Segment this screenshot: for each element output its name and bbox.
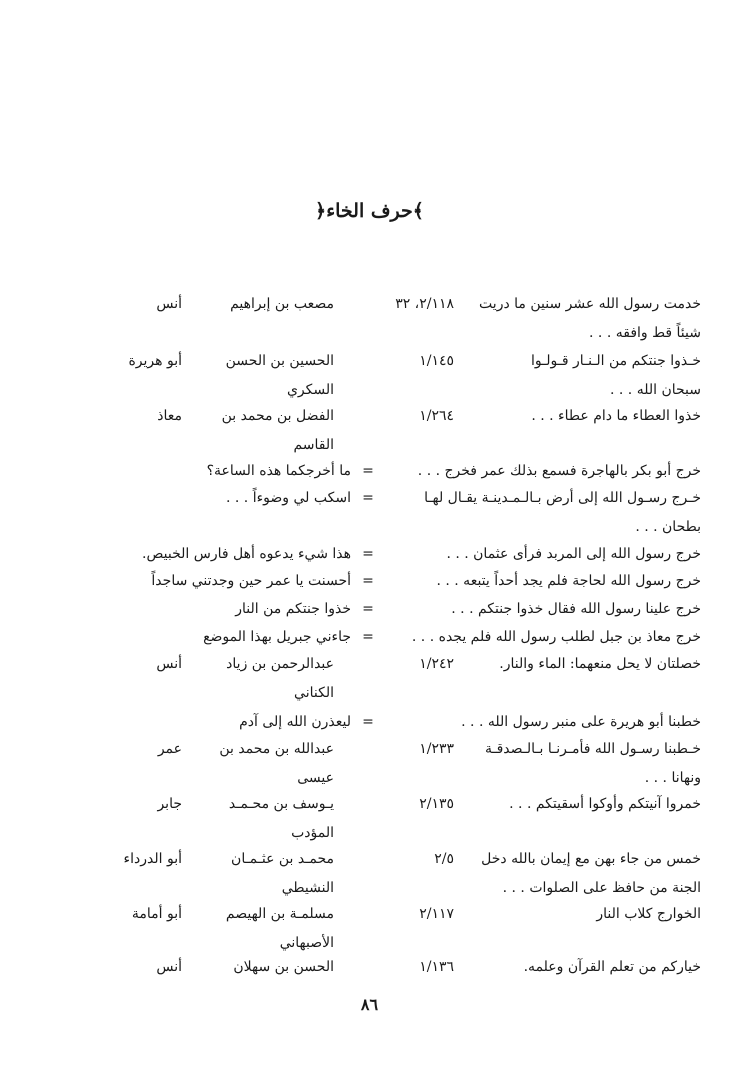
hadith-text xyxy=(418,457,701,486)
cross-reference: اسكب لي وضوءاً . . . xyxy=(226,490,351,506)
hadith-line: خـرج رسـول الله إلى أرض بـالـمـدينـة يقـال لهـا xyxy=(424,490,701,506)
cross-reference: خذوا جنتكم من النار xyxy=(235,601,351,617)
hadith-line-continued: الجنة من حافظ على الصلوات . . . xyxy=(502,880,701,896)
hadith-line: خرج رسول الله إلى المربد فرأى عثمان . . . xyxy=(446,546,701,562)
chain-line-continued: المؤدب xyxy=(291,825,334,841)
narrator: أبو الدرداء xyxy=(123,851,182,867)
chain-transmitter xyxy=(189,735,334,793)
hadith-text xyxy=(479,290,701,348)
chain-transmitter xyxy=(189,402,334,460)
volume-page-ref: ٢/٥ xyxy=(434,851,454,867)
hadith-text xyxy=(436,567,701,596)
narrator: أنس xyxy=(156,296,182,312)
hadith-text xyxy=(451,595,701,624)
narrator: أبو هريرة xyxy=(128,353,182,369)
equals-sign: = xyxy=(362,629,374,645)
hadith-line: خمس من جاء بهن مع إيمان بالله دخل xyxy=(481,851,701,867)
cross-reference: ما أخرجكما هذه الساعة؟ xyxy=(206,463,351,479)
cross-reference: أحسنت يا عمر حين وجدتني ساجداً xyxy=(151,573,351,589)
entry-row xyxy=(0,484,739,544)
volume-page-ref: ١/١٣٦ xyxy=(419,959,454,975)
chain-line-continued: النشيطي xyxy=(281,880,334,896)
hadith-line: خذوا العطاء ما دام عطاء . . . xyxy=(531,408,701,424)
hadith-text xyxy=(485,735,701,793)
chain-line: مسلمـة بن الهيصم xyxy=(225,906,334,922)
hadith-text xyxy=(481,845,701,903)
cross-reference: جاءني جبريل بهذا الموضع xyxy=(203,629,351,645)
chain-line-continued: القاسم xyxy=(293,437,334,453)
chain-line: الفضل بن محمد بن xyxy=(221,408,334,424)
equals-sign: = xyxy=(362,463,374,479)
hadith-text xyxy=(461,708,701,737)
chain-line: الحسين بن الحسن xyxy=(225,353,334,369)
entry-row xyxy=(0,900,739,960)
hadith-text xyxy=(424,484,701,542)
volume-page-ref: ١/١٤٥ xyxy=(419,353,454,369)
page-title: ﴿حرف الخاء﴾ xyxy=(315,200,424,222)
narrator: معاذ xyxy=(157,408,182,424)
chain-transmitter xyxy=(189,790,334,848)
equals-sign: = xyxy=(362,714,374,730)
entry-row xyxy=(0,735,739,795)
chain-line-continued: الكناني xyxy=(294,685,334,701)
hadith-line: خرج علينا رسول الله فقال خذوا جنتكم . . . xyxy=(451,601,701,617)
narrator: أنس xyxy=(156,656,182,672)
narrator: أبو أمامة xyxy=(131,906,182,922)
chain-line-continued: السكري xyxy=(286,382,334,398)
hadith-line: خطبنا أبو هريرة على منبر رسول الله . . . xyxy=(461,714,701,730)
hadith-text xyxy=(412,623,701,652)
chain-transmitter xyxy=(189,900,334,958)
entry-row xyxy=(0,845,739,905)
hadith-line: خمروا آنيتكم وأوكوا أسقيتكم . . . xyxy=(509,796,701,812)
narrator: أنس xyxy=(156,959,182,975)
narrator: جابر xyxy=(157,796,182,812)
narrator: عمر xyxy=(157,741,182,757)
hadith-line: الخوارج كلاب النار xyxy=(596,906,701,922)
cross-reference: هذا شيء يدعوه أهل فارس الخبيص. xyxy=(142,546,351,562)
hadith-line: خدمت رسول الله عشر سنين ما دريت xyxy=(479,296,701,312)
chain-transmitter xyxy=(189,953,334,982)
hadith-text xyxy=(509,790,701,819)
chain-transmitter xyxy=(189,650,334,708)
hadith-line: خرج معاذ بن جبل لطلب رسول الله فلم يجده . . . xyxy=(411,629,701,645)
hadith-text xyxy=(596,900,701,929)
volume-page-ref: ٢/١١٨، ٣٢ xyxy=(395,296,454,312)
hadith-text xyxy=(531,347,701,405)
chain-transmitter xyxy=(189,290,334,319)
hadith-text xyxy=(499,650,701,679)
hadith-line-continued: سبحان الله . . . xyxy=(610,382,701,398)
chain-line-continued: الأصبهاني xyxy=(279,935,334,951)
entry-row xyxy=(0,790,739,850)
entry-row xyxy=(0,290,739,350)
chain-line: عبدالله بن محمد بن xyxy=(219,741,334,757)
volume-page-ref: ١/٢٣٣ xyxy=(419,741,454,757)
hadith-text xyxy=(446,540,701,569)
equals-sign: = xyxy=(362,490,374,506)
chain-line: محمـد بن عثـمـان xyxy=(231,851,334,867)
volume-page-ref: ١/٢٦٤ xyxy=(419,408,454,424)
hadith-line-continued: ونهانا . . . xyxy=(644,770,701,786)
hadith-line-continued: بطحان . . . xyxy=(635,519,701,535)
hadith-line-continued: شيئاً قط وافقه . . . xyxy=(589,325,701,341)
entry-row xyxy=(0,402,739,462)
cross-reference: ليعذرن الله إلى آدم xyxy=(239,714,351,730)
hadith-line: خياركم من تعلم القرآن وعلمه. xyxy=(523,959,701,975)
chain-transmitter xyxy=(189,347,334,405)
entry-row xyxy=(0,347,739,407)
chain-line: يـوسف بن محـمـد xyxy=(228,796,334,812)
volume-page-ref: ١/٢٤٢ xyxy=(419,656,454,672)
chain-line-continued: عيسى xyxy=(297,770,334,786)
volume-page-ref: ٢/١١٧ xyxy=(419,906,454,922)
chain-line: مصعب بن إبراهيم xyxy=(230,296,334,312)
hadith-line: خرج رسول الله لحاجة فلم يجد أحداً يتبعه . . . xyxy=(436,573,701,589)
hadith-text xyxy=(524,953,701,982)
page-number: ٨٦ xyxy=(360,995,379,1014)
equals-sign: = xyxy=(362,573,374,589)
volume-page-ref: ٢/١٣٥ xyxy=(419,796,454,812)
hadith-line: خرج أبو بكر بالهاجرة فسمع بذلك عمر فخرج . . . xyxy=(417,463,701,479)
hadith-line: خـذوا جنتكم من الـنـار قـولـوا xyxy=(531,353,701,369)
equals-sign: = xyxy=(362,546,374,562)
hadith-line: خـطبنا رسـول الله فأمـرنـا بـالـصدقـة xyxy=(484,741,701,757)
hadith-text xyxy=(531,402,701,431)
chain-line: الحسن بن سهلان xyxy=(233,959,334,975)
equals-sign: = xyxy=(362,601,374,617)
chain-transmitter xyxy=(189,845,334,903)
entry-row xyxy=(0,650,739,710)
chain-line: عبدالرحمن بن زياد xyxy=(226,656,334,672)
hadith-line: خصلتان لا يحل منعهما: الماء والنار. xyxy=(499,656,701,672)
